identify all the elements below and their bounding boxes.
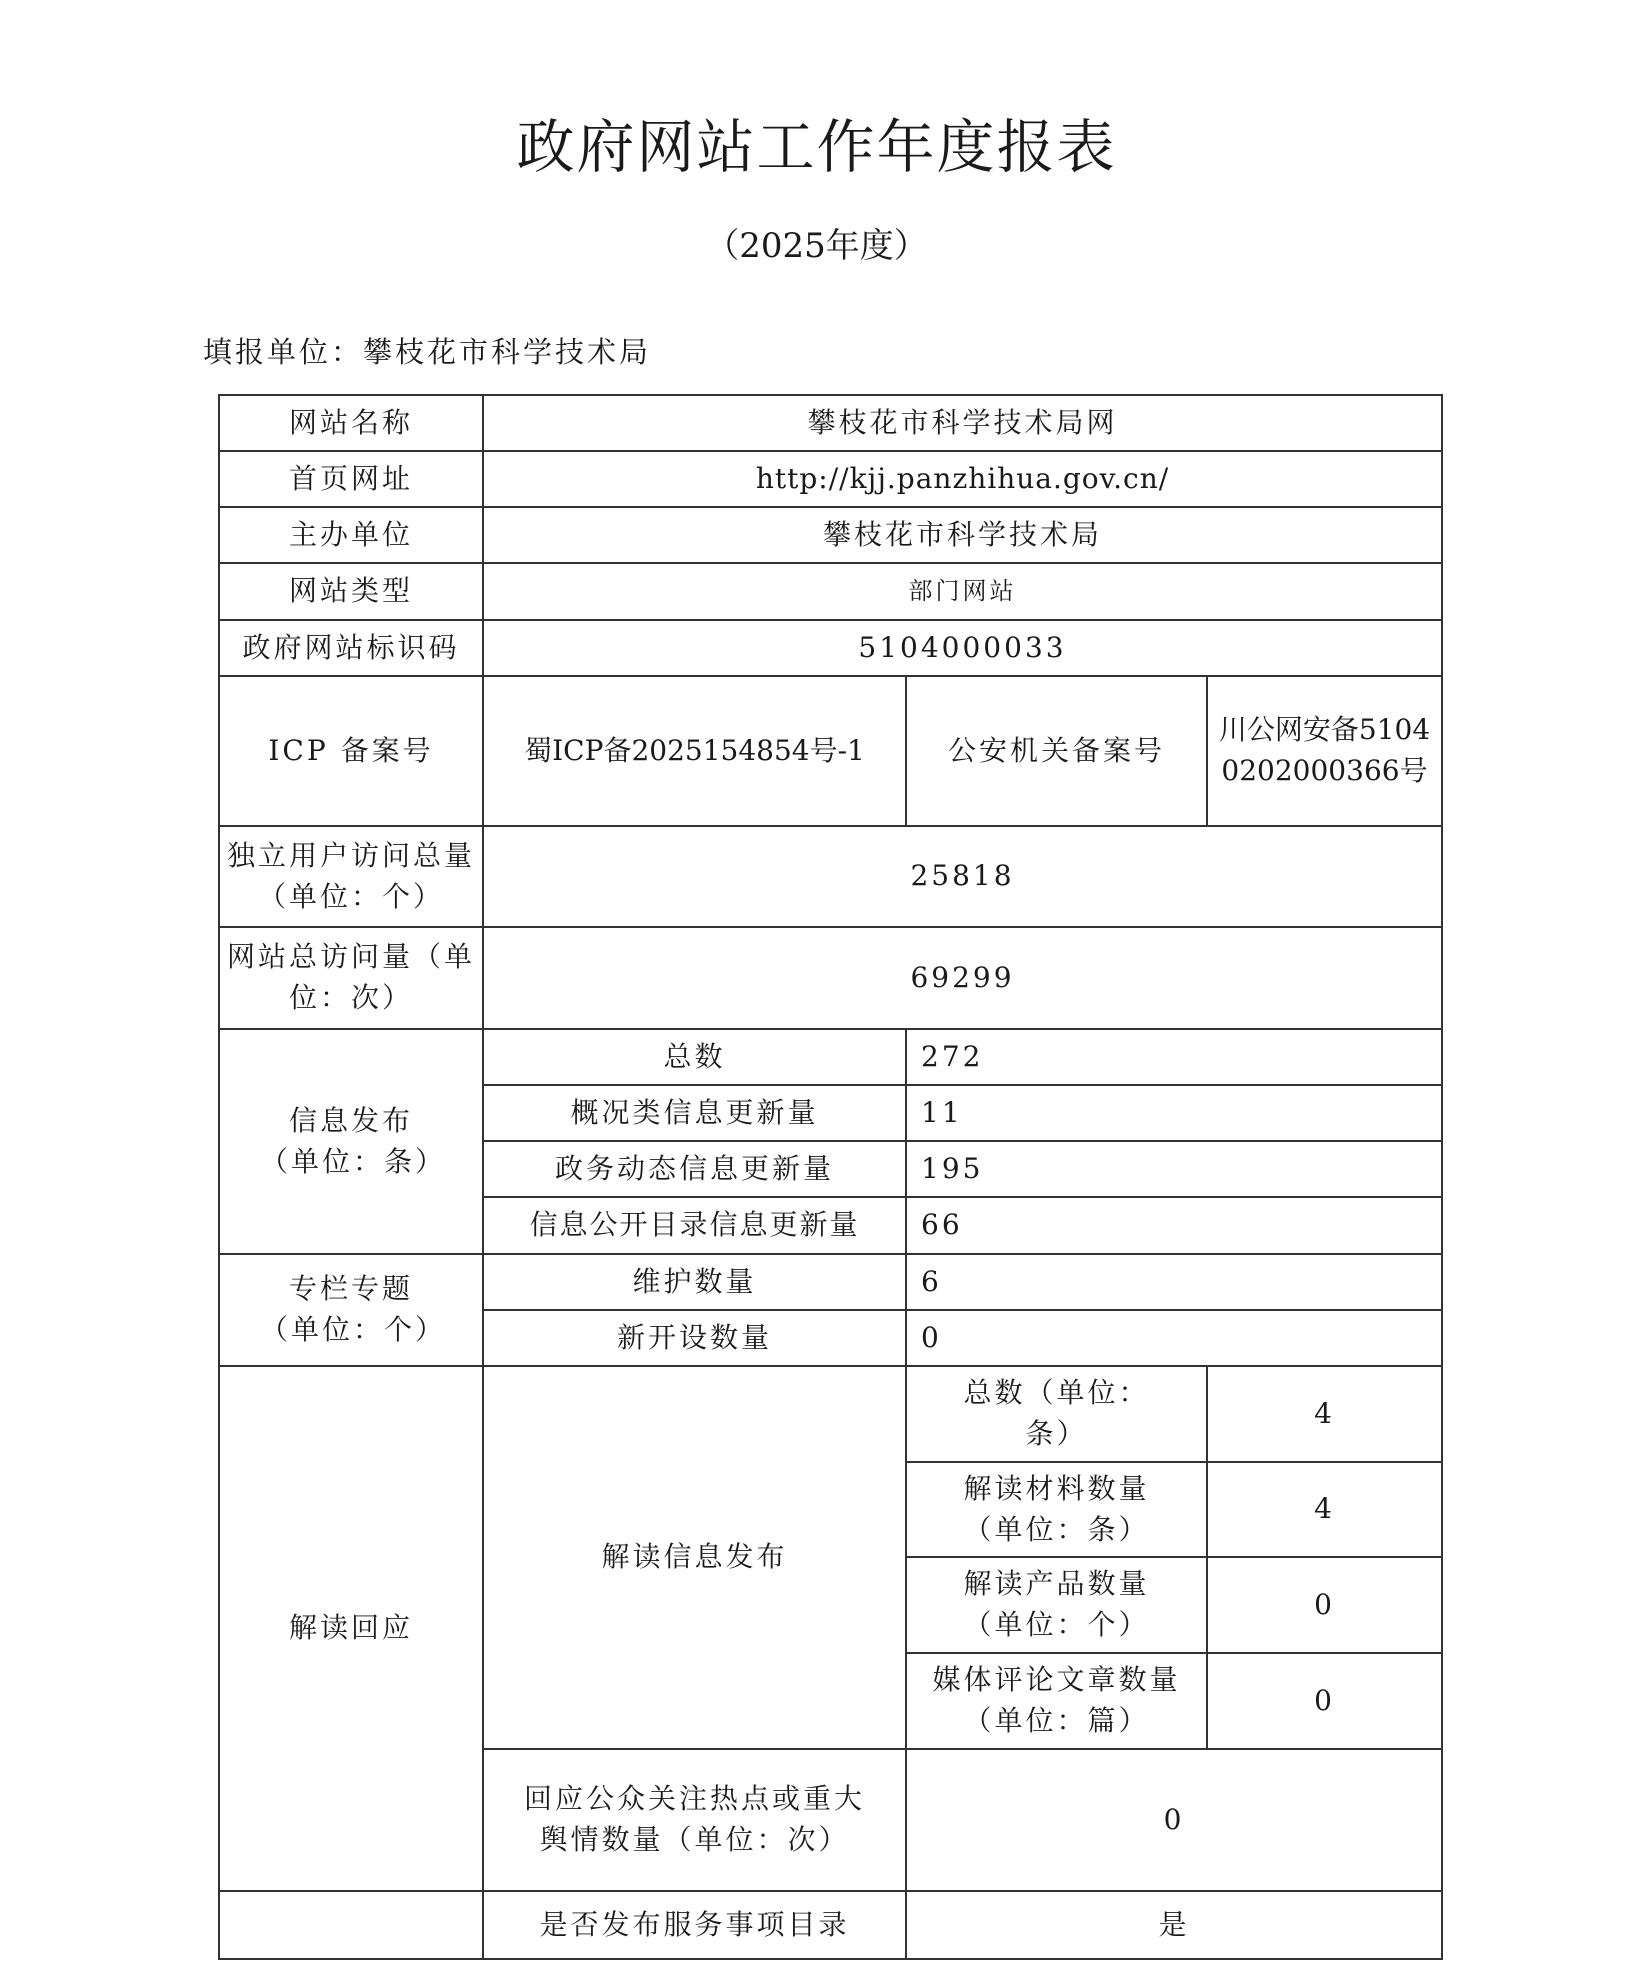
row-unique-visitors [219, 826, 1442, 927]
police-label: 公安机关备案号 [906, 676, 1207, 826]
label: 概况类信息更新量 [483, 1085, 906, 1141]
row-info-total [219, 1029, 1442, 1085]
row-sponsor [219, 507, 1442, 563]
page-title: 政府网站工作年度报表 [516, 113, 1117, 181]
value: 69299 [483, 927, 1442, 1029]
value: 攀枝花市科学技术局 [483, 507, 1442, 563]
label: ICP 备案号 [219, 676, 483, 826]
value: 攀枝花市科学技术局网 [483, 395, 1442, 451]
label: 首页网址 [219, 451, 483, 507]
label: 是否发布服务事项目录 [483, 1891, 906, 1959]
value: 部门网站 [483, 563, 1442, 620]
value: 4 [1207, 1366, 1442, 1462]
value: 0 [1207, 1557, 1442, 1653]
label: 网站总访问量（单位：次） [219, 927, 483, 1029]
value: 25818 [483, 826, 1442, 927]
row-service [219, 1891, 1442, 1959]
label: 独立用户访问总量（单位：个） [219, 826, 483, 927]
police-value: 川公网安备51040202000366号 [1207, 676, 1442, 826]
page-subtitle: （2025年度） [705, 226, 928, 266]
row-homepage [219, 451, 1442, 507]
columns-label: 专栏专题（单位：个） [219, 1254, 483, 1366]
label: 解读产品数量（单位：个） [906, 1557, 1207, 1653]
value: 272 [906, 1029, 1442, 1085]
value: 是 [906, 1891, 1442, 1959]
row-columns-maintain [219, 1254, 1442, 1310]
info-publish-label: 信息发布（单位：条） [219, 1029, 483, 1254]
label: 政府网站标识码 [219, 620, 483, 676]
interpretation-publish-label: 解读信息发布 [483, 1366, 906, 1749]
value: 11 [906, 1085, 1442, 1141]
filler-unit: 填报单位：攀枝花市科学技术局 [203, 335, 652, 369]
label: 解读材料数量（单位：条） [906, 1462, 1207, 1557]
label: 总数 [483, 1029, 906, 1085]
label: 主办单位 [219, 507, 483, 563]
row-site-code [219, 620, 1442, 676]
icp-value: 蜀ICP备2025154854号-1 [483, 676, 906, 826]
value: 0 [906, 1310, 1442, 1366]
label: 媒体评论文章数量（单位：篇） [906, 1653, 1207, 1749]
homepage-link[interactable]: http://kjj.panzhihua.gov.cn/ [483, 451, 1442, 507]
empty-cell [219, 1891, 483, 1959]
row-site-name [219, 395, 1442, 451]
value: 4 [1207, 1462, 1442, 1557]
value: 66 [906, 1197, 1442, 1254]
label: 新开设数量 [483, 1310, 906, 1366]
interpretation-label: 解读回应 [219, 1366, 483, 1891]
report-table [218, 394, 1443, 1960]
label: 回应公众关注热点或重大舆情数量（单位：次） [483, 1749, 906, 1891]
label: 网站类型 [219, 563, 483, 620]
label: 维护数量 [483, 1254, 906, 1310]
value: 5104000033 [483, 620, 1442, 676]
value: 0 [906, 1749, 1442, 1891]
label: 信息公开目录信息更新量 [483, 1197, 906, 1254]
label: 政务动态信息更新量 [483, 1141, 906, 1197]
label: 网站名称 [219, 395, 483, 451]
row-icp [219, 676, 1442, 826]
value: 0 [1207, 1653, 1442, 1749]
value: 195 [906, 1141, 1442, 1197]
row-site-type [219, 563, 1442, 620]
value: 6 [906, 1254, 1442, 1310]
row-interp-total [219, 1366, 1442, 1462]
label: 总数（单位：条） [906, 1366, 1207, 1462]
row-total-visits [219, 927, 1442, 1029]
